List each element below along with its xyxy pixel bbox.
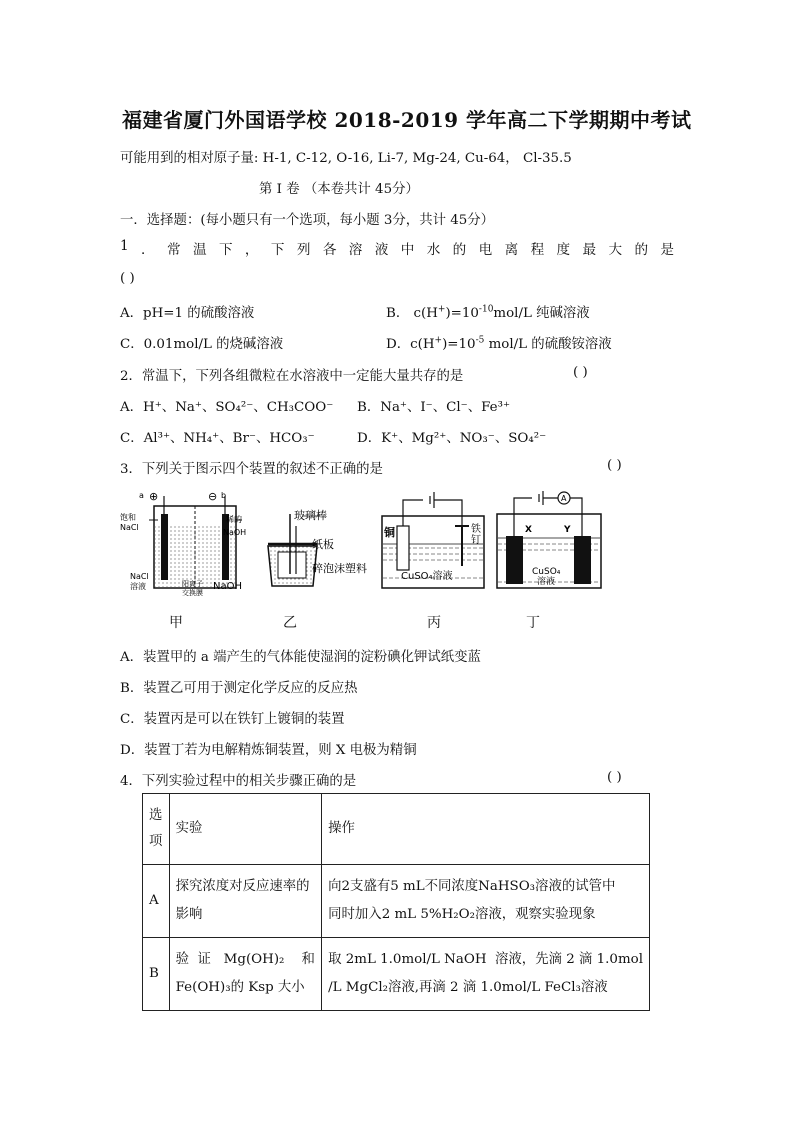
- jia-left-in: 饱和: [120, 513, 136, 522]
- part-one-heading: 一．选择题：(每小题只有一个选项，每小题 3分，共计 45分）: [120, 213, 495, 228]
- q1-option-c: C．0.01mol/L 的烧碱溶液: [120, 337, 284, 352]
- jia-b-label: b: [221, 491, 227, 500]
- q1-stem-char: 电: [478, 242, 495, 258]
- q1-stem-char: 1: [120, 238, 131, 254]
- jia-left-out2: 溶液: [130, 582, 146, 591]
- bing-nail-label: 铁: [471, 524, 481, 535]
- q1-stem: [120, 238, 676, 258]
- label-bing: 丙: [427, 615, 441, 631]
- q1-stem-char: 大: [608, 242, 625, 258]
- figure-bing: [382, 492, 484, 588]
- q1-stem-char: 中: [400, 242, 417, 258]
- q1-stem-char: 是: [660, 242, 676, 258]
- header-option-2: 项: [149, 834, 163, 849]
- header-experiment: 实验: [169, 794, 322, 865]
- q1-paren: ( ): [120, 271, 135, 286]
- q1-stem-char: 温: [192, 242, 209, 258]
- bing-solution-label: CuSO₄溶液: [401, 571, 453, 582]
- ding-solution-label: CuSO₄: [532, 567, 561, 577]
- section-header: 第 I 卷 （本卷共计 45分）: [259, 182, 419, 197]
- jia-left-out: NaCl: [130, 572, 149, 581]
- row-b-operation: [322, 938, 650, 1011]
- q2-option-a: A．H⁺、Na⁺、SO₄²⁻、CH₃COO⁻: [120, 400, 334, 415]
- q2-option-d: D．K⁺、Mg²⁺、NO₃⁻、SO₄²⁻: [357, 431, 547, 446]
- jia-membrane2: 交换膜: [182, 589, 203, 597]
- row-a-op-line1: 向2支盛有5 mL不同浓度NaHSO₃溶液的试管中: [328, 879, 616, 894]
- jia-right-in: 稀的: [226, 515, 242, 524]
- q3-apparatus-figure: [118, 486, 618, 602]
- q1-option-d-suffix: mol/L 的硫酸铵溶液: [484, 337, 612, 352]
- q1-stem-char: 溶: [348, 242, 365, 258]
- q1-stem-char: 常: [167, 242, 183, 258]
- row-a-op-line2: 同时加入2 mL 5%H₂O₂溶液，观察实验现象: [328, 907, 596, 922]
- q2-paren: ( ): [573, 365, 588, 380]
- q1-stem-char: 离: [504, 242, 521, 258]
- row-b-experiment: [169, 938, 322, 1011]
- jia-a-label: a: [139, 491, 144, 500]
- q1-option-b-mid: )=10: [445, 306, 479, 321]
- q1-stem-char: 液: [374, 242, 391, 258]
- row-b-key: B: [143, 938, 170, 1011]
- q1-stem-char: 最: [582, 242, 599, 258]
- q1-option-b-exp: -10: [478, 304, 494, 315]
- q3-option-c: C．装置丙是可以在铁钉上镀铜的装置: [120, 712, 345, 727]
- q1-stem-char: 各: [322, 242, 339, 258]
- page-title: 福建省厦门外国语学校 2018-2019 学年高二下学期期中考试: [122, 108, 692, 132]
- q1-stem-char: 下: [218, 242, 235, 258]
- row-a-exp-line2: 影响: [175, 907, 203, 922]
- ding-y-label: Y: [564, 525, 571, 535]
- q1-option-d: D．$c(H^+)=10^{-5}$ mol/L 的硫酸铵溶液: [386, 335, 612, 352]
- label-ding: 丁: [526, 615, 540, 631]
- q1-option-d-mid: )=10: [442, 337, 476, 352]
- q4-table: [142, 793, 650, 1011]
- yi-board-label: 纸板: [312, 538, 334, 551]
- q1-stem-char: 的: [634, 242, 651, 258]
- row-b-exp-line1: 验 证 Mg(OH)₂ 和: [175, 952, 315, 967]
- jia-left-in2: NaCl: [120, 523, 139, 532]
- q4-paren: ( ): [607, 770, 622, 785]
- label-yi: 乙: [283, 615, 297, 631]
- q1-stem-char: 程: [530, 242, 547, 258]
- q3-option-a: A．装置甲的 a 端产生的气体能使湿润的淀粉碘化钾试纸变蓝: [120, 650, 481, 665]
- q1-stem-char: ．: [141, 242, 157, 258]
- q2-stem: 2．常温下，下列各组微粒在水溶液中一定能大量共存的是: [120, 369, 464, 384]
- jia-minus-sign: ⊖: [208, 490, 218, 503]
- row-a-key: A: [143, 865, 170, 938]
- header-option-1: 选: [149, 808, 163, 823]
- yi-rod-label: 玻璃棒: [294, 509, 327, 522]
- q2-option-c: C．Al³⁺、NH₄⁺、Br⁻、HCO₃⁻: [120, 431, 315, 446]
- q3-paren: ( ): [607, 458, 622, 473]
- table-row: [143, 865, 650, 938]
- header-option: [143, 794, 170, 865]
- ding-ammeter-label: A: [561, 494, 567, 503]
- q1-stem-char: 下: [270, 242, 287, 258]
- figure-jia: [120, 490, 246, 597]
- row-b-op-line2: /L MgCl₂溶液,再滴 2 滴 1.0mol/L FeCl₃溶液: [328, 980, 608, 995]
- jia-right-in2: NaOH: [223, 528, 247, 537]
- label-jia: 甲: [169, 615, 183, 631]
- q1-stem-char: 度: [556, 242, 573, 258]
- q2-option-b: B．Na⁺、I⁻、Cl⁻、Fe³⁺: [357, 400, 511, 415]
- row-a-experiment: [169, 865, 322, 938]
- q1-stem-char: 的: [452, 242, 469, 258]
- q1-option-b: B． $c(H^+)=10^{-10}mol/L$ 纯碱溶液: [386, 304, 590, 321]
- q1-option-d-prefix: D．c(H: [386, 337, 435, 352]
- jia-plus-sign: ⊕: [149, 490, 159, 503]
- figure-yi: [268, 508, 367, 586]
- table-row: [143, 938, 650, 1011]
- q1-option-d-exp: -5: [475, 335, 485, 346]
- row-b-exp-line2: Fe(OH)₃的 Ksp 大小: [175, 980, 305, 995]
- q1-stem-char: ，: [244, 242, 261, 258]
- figure-ding: [497, 491, 601, 588]
- table-header-row: [143, 794, 650, 865]
- jia-right-out: NaOH: [213, 581, 242, 592]
- bing-copper-label: 铜: [384, 526, 395, 539]
- q1-option-a: A．pH=1 的硫酸溶液: [120, 306, 255, 321]
- q1-stem-char: 列: [296, 242, 313, 258]
- yi-foam-label: 碎泡沫塑料: [312, 562, 367, 575]
- jia-membrane: 阳离子: [182, 580, 203, 588]
- q4-stem: 4．下列实验过程中的相关步骤正确的是: [120, 774, 357, 789]
- ding-solution-label2: 溶液: [537, 577, 556, 587]
- bing-nail-label2: 钉: [471, 535, 481, 546]
- atomic-masses: 可能用到的相对原子量: H-1, C-12, O-16, Li-7, Mg-24, Cu-64， Cl-35.5: [120, 151, 572, 166]
- row-a-operation: [322, 865, 650, 938]
- q1-stem-char: 水: [426, 242, 443, 258]
- q3-option-d: D．装置丁若为电解精炼铜装置，则 X 电极为精铜: [120, 743, 417, 758]
- q1-option-b-prefix: B． c(H: [386, 306, 438, 321]
- row-b-op-line1: 取 2mL 1.0mol/L NaOH 溶液，先滴 2 滴 1.0mol: [328, 952, 643, 967]
- q3-stem: 3．下列关于图示四个装置的叙述不正确的是: [120, 462, 383, 477]
- ding-x-label: X: [525, 525, 532, 535]
- q1-option-b-suffix: mol/L 纯碱溶液: [493, 306, 590, 321]
- q3-option-b: B．装置乙可用于测定化学反应的反应热: [120, 681, 358, 696]
- header-operation: 操作: [322, 794, 650, 865]
- row-a-exp-line1: 探究浓度对反应速率的: [175, 879, 310, 894]
